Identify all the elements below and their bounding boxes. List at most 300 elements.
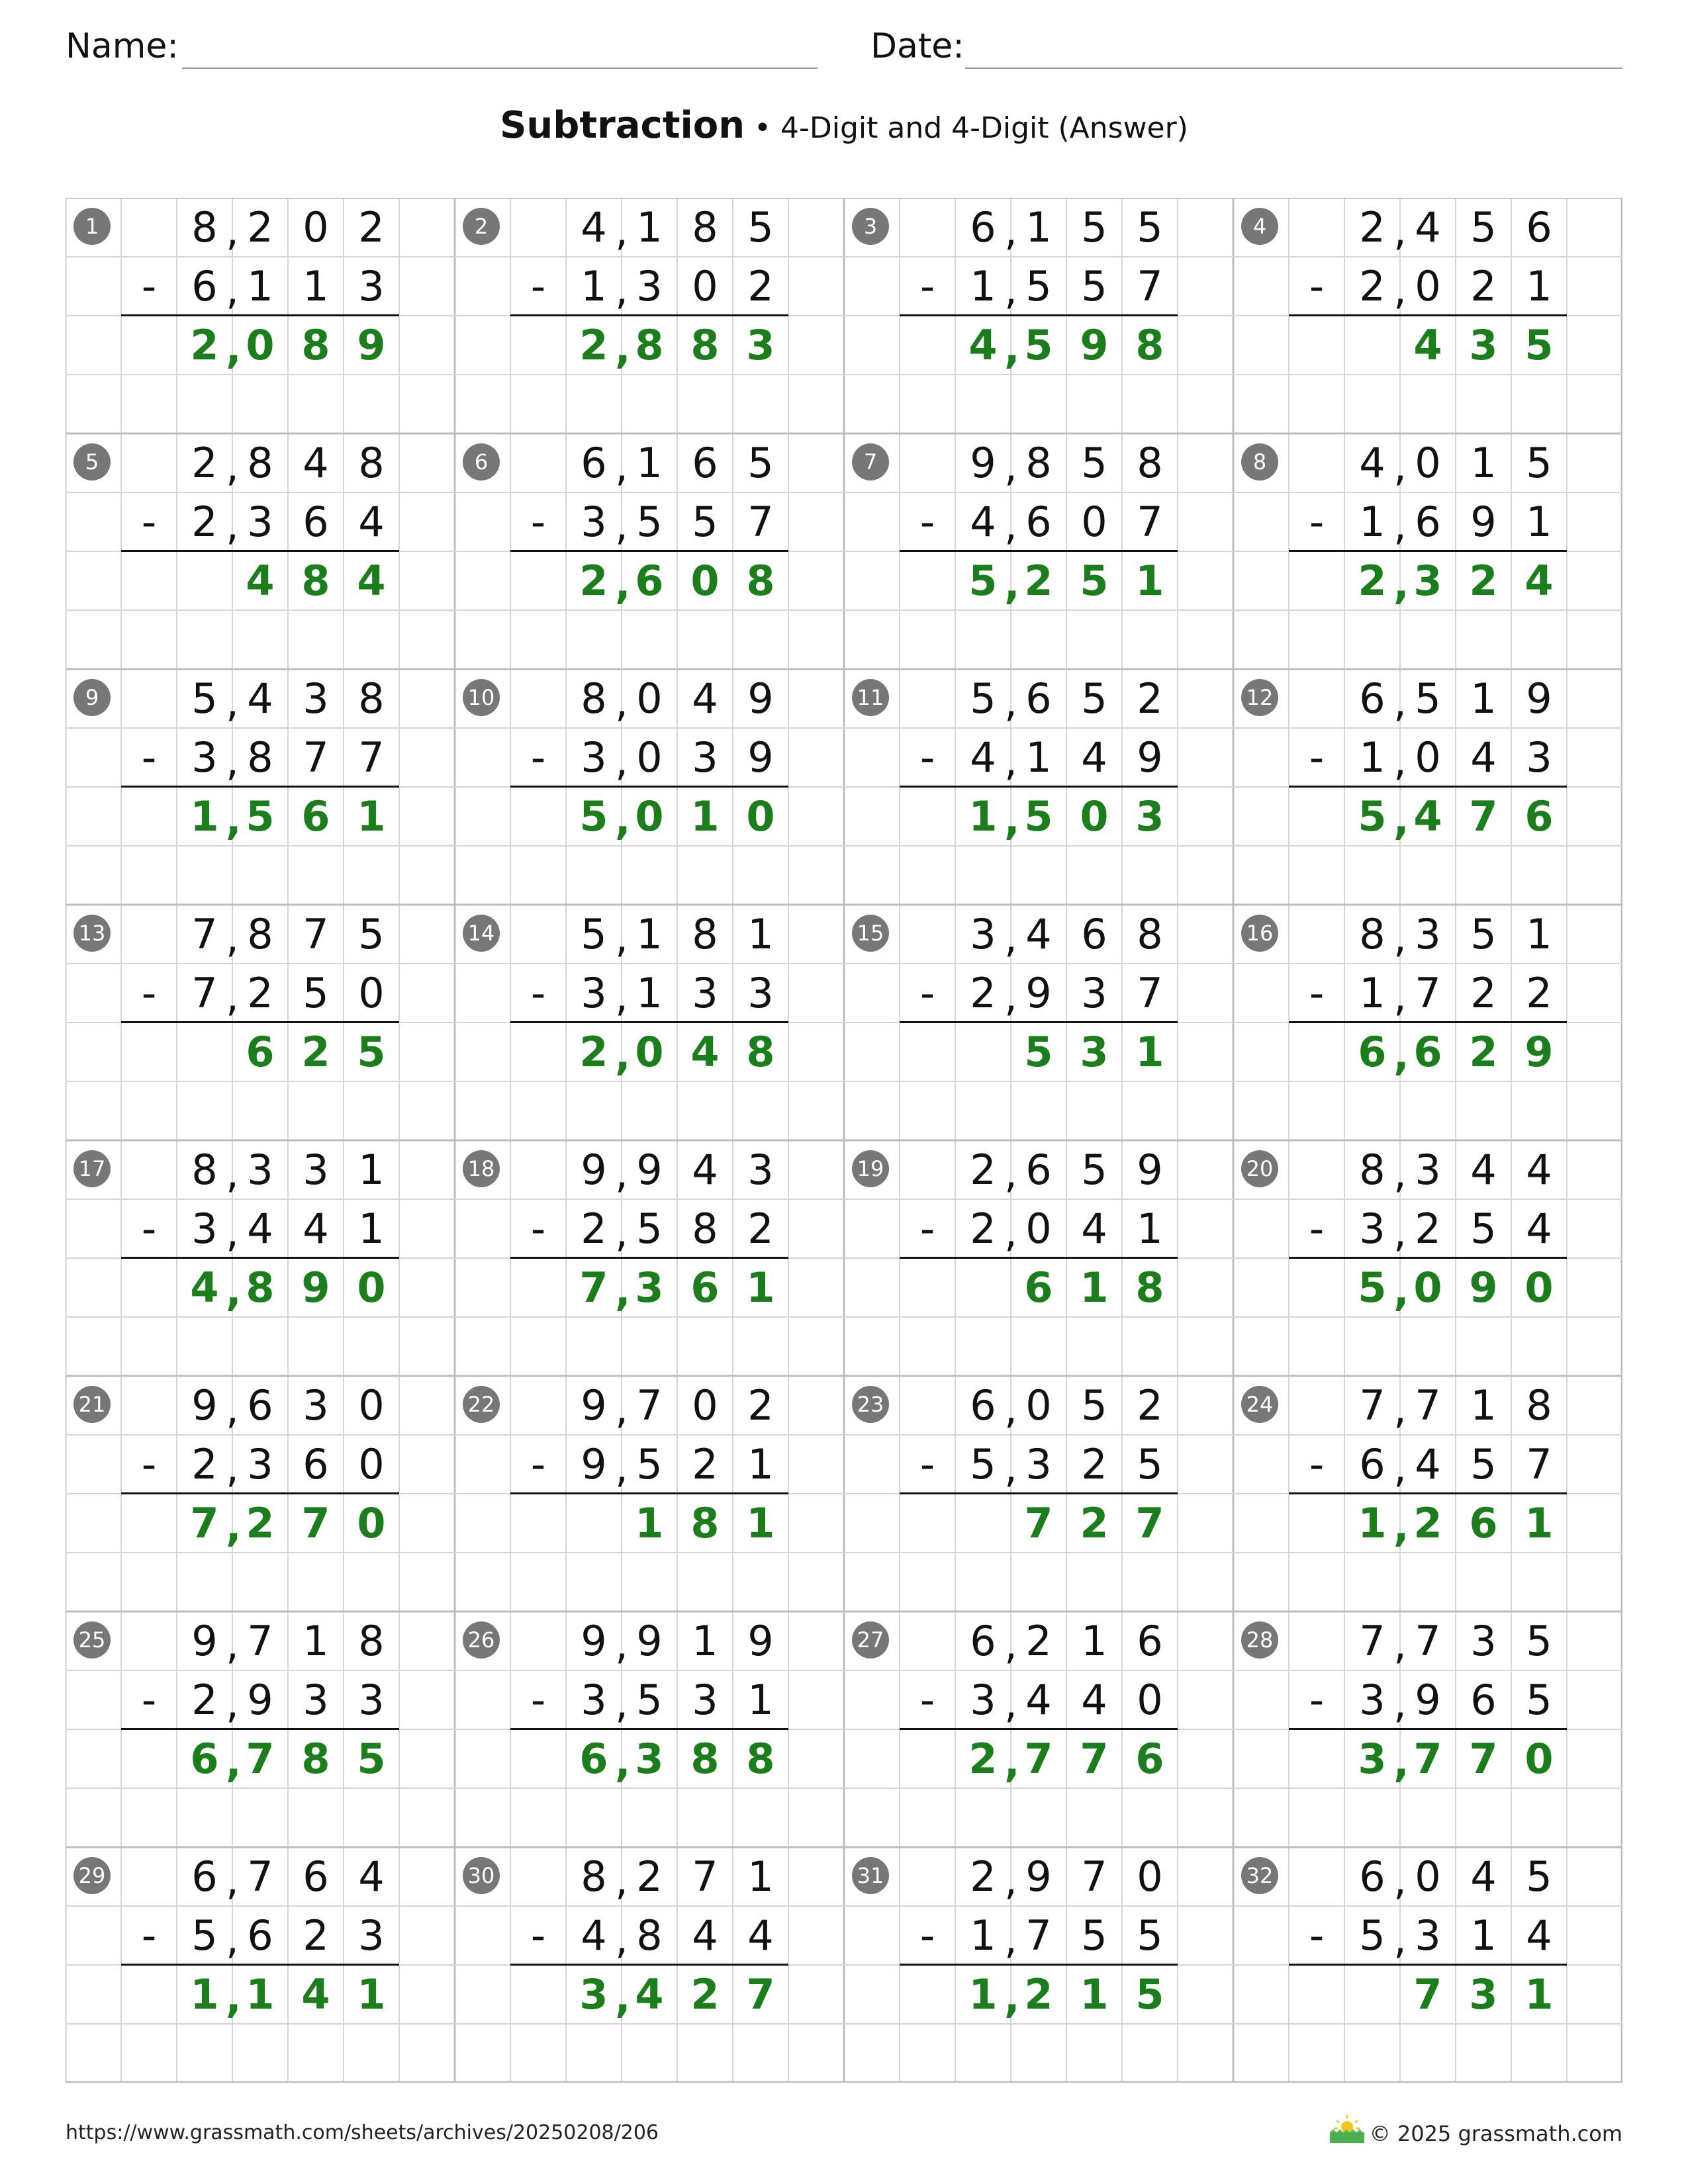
minuend-digit: 5 [1526, 1852, 1552, 1901]
answer-digit: 0 [1080, 792, 1109, 841]
minus-sign: - [919, 1911, 935, 1960]
minuend-digit: 2 [1137, 674, 1163, 723]
minuend-digit: 0 [1025, 1381, 1052, 1430]
subtrahend-digit: 6 [1359, 1440, 1385, 1488]
subtrahend-comma: , [1393, 501, 1407, 549]
subtrahend-digit: 3 [581, 1676, 607, 1724]
problem-18 [455, 1140, 844, 1376]
minuend-comma: , [226, 678, 239, 726]
answer-digit: 6 [1358, 1028, 1387, 1076]
answer-digit: 1 [357, 792, 386, 841]
minuend-digit: 6 [970, 1617, 996, 1665]
answer-digit: 6 [690, 1263, 720, 1312]
subtrahend-digit: 3 [1025, 1440, 1052, 1488]
subtrahend-digit: 5 [692, 498, 718, 546]
subtrahend-digit: 4 [1526, 1205, 1552, 1253]
problem-grid [66, 198, 1622, 2083]
answer-digit: 3 [579, 1970, 608, 2019]
minuend-comma: , [1393, 913, 1407, 962]
subtrahend-digit: 3 [692, 1676, 718, 1724]
subtrahend-digit: 3 [1359, 1205, 1385, 1253]
minuend-comma: , [1004, 442, 1017, 490]
minuend-comma: , [1393, 1856, 1407, 1904]
minuend-digit: 2 [191, 439, 218, 487]
problem-number-badge: 18 [463, 1150, 500, 1187]
minuend-digit: 5 [1081, 1381, 1107, 1430]
answer-digit: 5 [246, 792, 275, 841]
footer-url: https://www.grassmath.com/sheets/archives/20250208/206 [66, 2121, 659, 2144]
minuend-digit: 9 [1137, 1146, 1163, 1194]
answer-digit: 6 [635, 557, 664, 605]
answer-digit: 6 [301, 792, 330, 841]
answer-digit: 1 [1524, 1499, 1554, 1547]
answer-digit: 5 [357, 1735, 386, 1783]
answer-digit: 4 [1524, 557, 1554, 605]
minuend-digit: 8 [581, 674, 607, 723]
answer-comma: , [1004, 560, 1020, 608]
answer-digit: 4 [1413, 321, 1442, 369]
answer-digit: 0 [635, 1028, 664, 1076]
subtrahend-digit: 3 [247, 1440, 273, 1488]
answer-digit: 6 [579, 1735, 608, 1783]
answer-digit: 4 [635, 1970, 664, 2019]
minuend-digit: 8 [191, 203, 218, 251]
subtrahend-comma: , [1004, 1915, 1017, 1963]
subtrahend-digit: 3 [1359, 1676, 1385, 1724]
answer-digit: 7 [1469, 792, 1498, 841]
subtrahend-digit: 9 [1415, 1676, 1441, 1724]
minuend-digit: 8 [692, 203, 718, 251]
subtrahend-digit: 4 [303, 1205, 329, 1253]
answer-digit: 1 [746, 1499, 775, 1547]
minuend-digit: 4 [1359, 439, 1385, 487]
answer-digit: 0 [690, 557, 720, 605]
subtrahend-digit: 7 [191, 969, 218, 1017]
answer-digit: 2 [968, 1735, 998, 1783]
subtrahend-digit: 7 [1025, 1911, 1052, 1960]
subtrahend-digit: 7 [1415, 969, 1441, 1017]
problem-30 [455, 1847, 844, 2083]
problem-14 [455, 905, 844, 1140]
answer-digit: 2 [579, 557, 608, 605]
answer-comma: , [1393, 560, 1409, 608]
answer-digit: 1 [1135, 557, 1164, 605]
minus-sign: - [530, 1911, 546, 1960]
answer-digit: 2 [246, 1499, 275, 1547]
minuend-comma: , [1393, 206, 1407, 255]
problem-number-badge: 16 [1241, 915, 1278, 952]
minuend-digit: 9 [581, 1617, 607, 1665]
answer-digit: 0 [1413, 1263, 1442, 1312]
minuend-digit: 0 [1137, 1852, 1163, 1901]
subtrahend-digit: 1 [970, 1911, 996, 1960]
problem-6 [455, 433, 844, 669]
answer-digit: 3 [635, 1263, 664, 1312]
answer-digit: 1 [1524, 1970, 1554, 2019]
problem-9 [66, 669, 455, 905]
answer-comma: , [615, 324, 631, 373]
minus-sign: - [141, 733, 157, 782]
subtrahend-digit: 5 [1081, 1911, 1107, 1960]
subtrahend-digit: 2 [581, 1205, 607, 1253]
subtrahend-digit: 7 [303, 733, 329, 782]
subtrahend-digit: 3 [247, 498, 273, 546]
answer-digit: 2 [579, 321, 608, 369]
minuend-comma: , [1004, 1149, 1017, 1197]
answer-digit: 3 [1469, 321, 1498, 369]
problem-24 [1233, 1376, 1622, 1612]
subtrahend-comma: , [226, 1443, 239, 1492]
answer-digit: 1 [690, 792, 720, 841]
answer-digit: 0 [357, 1499, 386, 1547]
problem-number-badge: 3 [852, 208, 889, 245]
answer-digit: 8 [1135, 1263, 1164, 1312]
subtrahend-digit: 0 [1081, 498, 1107, 546]
subtrahend-digit: 2 [1415, 1205, 1441, 1253]
minuend-digit: 2 [358, 203, 385, 251]
subtrahend-digit: 5 [636, 1440, 663, 1488]
minuend-comma: , [1393, 1620, 1407, 1668]
answer-digit: 7 [1024, 1735, 1053, 1783]
subtrahend-comma: , [226, 1915, 239, 1963]
subtrahend-digit: 3 [747, 969, 774, 1017]
minuend-digit: 8 [247, 439, 273, 487]
minuend-digit: 4 [1415, 203, 1441, 251]
answer-digit: 3 [635, 1735, 664, 1783]
minuend-digit: 2 [1025, 1617, 1052, 1665]
minus-sign: - [530, 1676, 546, 1724]
answer-digit: 4 [690, 1028, 720, 1076]
minuend-digit: 6 [1359, 674, 1385, 723]
problem-number-badge: 2 [463, 208, 500, 245]
minuend-digit: 3 [303, 674, 329, 723]
minus-sign: - [1309, 1911, 1325, 1960]
minuend-comma: , [1004, 913, 1017, 962]
problem-32 [1233, 1847, 1622, 2083]
answer-digit: 4 [357, 557, 386, 605]
minus-sign: - [1309, 969, 1325, 1017]
answer-digit: 5 [1358, 1263, 1387, 1312]
minuend-digit: 9 [191, 1617, 218, 1665]
minus-sign: - [919, 733, 935, 782]
answer-digit: 9 [1080, 321, 1109, 369]
answer-digit: 8 [746, 1735, 775, 1783]
answer-digit: 8 [690, 1499, 720, 1547]
minuend-digit: 5 [191, 674, 218, 723]
minuend-digit: 9 [747, 1617, 774, 1665]
answer-digit: 0 [1524, 1735, 1554, 1783]
minuend-digit: 2 [970, 1146, 996, 1194]
minuend-digit: 1 [1081, 1617, 1107, 1665]
subtrahend-digit: 3 [636, 262, 663, 310]
answer-digit: 1 [357, 1970, 386, 2019]
minuend-digit: 7 [247, 1852, 273, 1901]
problem-number-badge: 21 [73, 1386, 111, 1423]
minuend-comma: , [226, 1620, 239, 1668]
subtrahend-digit: 2 [692, 1440, 718, 1488]
minuend-digit: 5 [1415, 674, 1441, 723]
minuend-digit: 4 [692, 674, 718, 723]
problem-number-badge: 7 [852, 443, 889, 480]
answer-digit: 8 [690, 1735, 720, 1783]
minuend-comma: , [615, 442, 628, 490]
minuend-digit: 4 [581, 203, 607, 251]
subtrahend-digit: 4 [1415, 1440, 1441, 1488]
answer-digit: 5 [1135, 1970, 1164, 2019]
problem-number-badge: 17 [73, 1150, 111, 1187]
subtrahend-digit: 9 [1025, 969, 1052, 1017]
minuend-digit: 8 [1526, 1381, 1552, 1430]
subtrahend-digit: 4 [1470, 733, 1497, 782]
minus-sign: - [530, 969, 546, 1017]
subtrahend-digit: 2 [747, 262, 774, 310]
subtrahend-digit: 6 [303, 498, 329, 546]
subtrahend-digit: 1 [1470, 1911, 1497, 1960]
minuend-comma: , [615, 1856, 628, 1904]
subtrahend-comma: , [1393, 1443, 1407, 1492]
minuend-comma: , [615, 678, 628, 726]
answer-digit: 3 [1413, 557, 1442, 605]
problem-number-badge: 26 [463, 1621, 500, 1659]
problem-20 [1233, 1140, 1622, 1376]
minuend-digit: 1 [1470, 674, 1497, 723]
subtrahend-digit: 1 [1137, 1205, 1163, 1253]
minuend-digit: 7 [191, 910, 218, 958]
minuend-digit: 0 [636, 674, 663, 723]
answer-comma: , [1393, 1502, 1409, 1551]
minuend-digit: 6 [970, 203, 996, 251]
subtrahend-digit: 7 [747, 498, 774, 546]
subtrahend-digit: 3 [358, 262, 385, 310]
subtrahend-digit: 2 [1081, 1440, 1107, 1488]
answer-digit: 5 [1358, 792, 1387, 841]
subtrahend-digit: 4 [970, 733, 996, 782]
subtrahend-comma: , [226, 501, 239, 549]
subtrahend-digit: 1 [1025, 733, 1052, 782]
subtrahend-digit: 0 [636, 733, 663, 782]
answer-digit: 2 [1358, 557, 1387, 605]
minus-sign: - [919, 498, 935, 546]
problem-21 [66, 1376, 455, 1612]
answer-comma: , [226, 1738, 242, 1786]
subtrahend-digit: 4 [247, 1205, 273, 1253]
answer-digit: 2 [690, 1970, 720, 2019]
problem-number-badge: 28 [1241, 1621, 1278, 1659]
minuend-digit: 6 [692, 439, 718, 487]
answer-digit: 1 [1080, 1970, 1109, 2019]
subtrahend-digit: 3 [1526, 733, 1552, 782]
subtrahend-digit: 1 [303, 262, 329, 310]
answer-digit: 8 [301, 321, 330, 369]
minuend-digit: 1 [358, 1146, 385, 1194]
minus-sign: - [530, 262, 546, 310]
answer-digit: 4 [246, 557, 275, 605]
subtrahend-digit: 2 [191, 1676, 218, 1724]
answer-digit: 3 [1080, 1028, 1109, 1076]
answer-digit: 4 [1413, 792, 1442, 841]
minuend-digit: 1 [692, 1617, 718, 1665]
subtrahend-digit: 0 [1415, 733, 1441, 782]
answer-digit: 0 [746, 792, 775, 841]
subtrahend-digit: 4 [1526, 1911, 1552, 1960]
answer-digit: 2 [190, 321, 219, 369]
subtrahend-comma: , [1004, 972, 1017, 1021]
answer-digit: 2 [1024, 1970, 1053, 2019]
answer-digit: 3 [1469, 1970, 1498, 2019]
answer-digit: 5 [1524, 321, 1554, 369]
minuend-digit: 2 [747, 1381, 774, 1430]
problem-number-badge: 19 [852, 1150, 889, 1187]
minuend-digit: 5 [358, 910, 385, 958]
answer-comma: , [615, 1031, 631, 1079]
answer-digit: 9 [357, 321, 386, 369]
subtrahend-digit: 5 [970, 1440, 996, 1488]
subtrahend-comma: , [226, 737, 239, 785]
subtrahend-digit: 7 [358, 733, 385, 782]
minuend-digit: 1 [303, 1617, 329, 1665]
minuend-digit: 1 [1025, 203, 1052, 251]
problem-number-badge: 27 [852, 1621, 889, 1659]
subtrahend-digit: 7 [1526, 1440, 1552, 1488]
problem-number-badge: 32 [1241, 1857, 1278, 1894]
problem-1 [66, 198, 455, 433]
subtrahend-digit: 3 [191, 1205, 218, 1253]
answer-digit: 4 [968, 321, 998, 369]
subtrahend-digit: 1 [358, 1205, 385, 1253]
answer-digit: 2 [301, 1028, 330, 1076]
subtrahend-digit: 9 [1470, 498, 1497, 546]
minus-sign: - [141, 969, 157, 1017]
answer-comma: , [1004, 1974, 1020, 2022]
minuend-digit: 7 [1359, 1381, 1385, 1430]
subtrahend-digit: 4 [581, 1911, 607, 1960]
problem-number-badge: 22 [463, 1386, 500, 1423]
subtrahend-comma: , [1004, 1443, 1017, 1492]
subtrahend-comma: , [615, 1443, 628, 1492]
minuend-comma: , [1004, 1620, 1017, 1668]
subtrahend-comma: , [615, 737, 628, 785]
problem-number-badge: 6 [463, 443, 500, 480]
subtrahend-digit: 5 [1025, 262, 1052, 310]
minus-sign: - [1309, 1205, 1325, 1253]
answer-digit: 6 [190, 1735, 219, 1783]
subtrahend-digit: 4 [1081, 1676, 1107, 1724]
subtrahend-digit: 1 [1359, 498, 1385, 546]
minuend-digit: 5 [1526, 1617, 1552, 1665]
minuend-digit: 5 [1526, 439, 1552, 487]
minuend-digit: 4 [358, 1852, 385, 1901]
answer-digit: 7 [246, 1735, 275, 1783]
subtrahend-digit: 5 [1470, 1205, 1497, 1253]
answer-comma: , [1004, 796, 1020, 844]
minuend-comma: , [226, 1385, 239, 1433]
problem-13 [66, 905, 455, 1140]
subtrahend-comma: , [226, 1208, 239, 1256]
subtrahend-digit: 5 [636, 1205, 663, 1253]
answer-digit: 6 [1469, 1499, 1498, 1547]
subtrahend-digit: 6 [303, 1440, 329, 1488]
minuend-digit: 5 [1081, 203, 1107, 251]
answer-comma: , [615, 560, 631, 608]
answer-digit: 5 [1024, 321, 1053, 369]
minuend-digit: 7 [1081, 1852, 1107, 1901]
problem-number-badge: 25 [73, 1621, 111, 1659]
minuend-digit: 9 [636, 1146, 663, 1194]
subtrahend-comma: , [615, 265, 628, 314]
subtrahend-digit: 2 [1359, 262, 1385, 310]
minuend-digit: 5 [1470, 203, 1497, 251]
answer-comma: , [615, 796, 631, 844]
subtrahend-digit: 2 [303, 1911, 329, 1960]
subtrahend-digit: 0 [1137, 1676, 1163, 1724]
minuend-digit: 5 [1081, 674, 1107, 723]
answer-digit: 8 [301, 557, 330, 605]
answer-digit: 0 [1524, 1263, 1554, 1312]
subtrahend-digit: 2 [1470, 969, 1497, 1017]
answer-digit: 7 [1024, 1499, 1053, 1547]
answer-digit: 3 [1358, 1735, 1387, 1783]
problem-12 [1233, 669, 1622, 905]
answer-digit: 2 [579, 1028, 608, 1076]
subtrahend-comma: , [226, 972, 239, 1021]
minus-sign: - [1309, 262, 1325, 310]
subtrahend-digit: 2 [970, 1205, 996, 1253]
problem-number-badge: 14 [463, 915, 500, 952]
subtrahend-digit: 1 [747, 1440, 774, 1488]
answer-digit: 1 [1135, 1028, 1164, 1076]
subtrahend-comma: , [226, 1679, 239, 1727]
minuend-digit: 2 [1137, 1381, 1163, 1430]
minuend-digit: 5 [1081, 1146, 1107, 1194]
minuend-digit: 8 [1359, 1146, 1385, 1194]
problem-28 [1233, 1612, 1622, 1847]
subtrahend-digit: 4 [1081, 733, 1107, 782]
subtrahend-digit: 3 [358, 1911, 385, 1960]
subtrahend-comma: , [226, 265, 239, 314]
subtrahend-digit: 1 [1526, 498, 1552, 546]
problem-27 [844, 1612, 1233, 1847]
problem-number-badge: 4 [1241, 208, 1278, 245]
minuend-digit: 0 [358, 1381, 385, 1430]
subtrahend-digit: 8 [692, 1205, 718, 1253]
answer-digit: 6 [1413, 1028, 1442, 1076]
answer-digit: 8 [1135, 321, 1164, 369]
minuend-digit: 3 [970, 910, 996, 958]
subtrahend-digit: 3 [1415, 1911, 1441, 1960]
minuend-digit: 6 [1137, 1617, 1163, 1665]
answer-digit: 1 [246, 1970, 275, 2019]
answer-digit: 6 [246, 1028, 275, 1076]
subtrahend-digit: 5 [1081, 262, 1107, 310]
minuend-digit: 9 [1526, 674, 1552, 723]
subtrahend-digit: 4 [358, 498, 385, 546]
minuend-comma: , [615, 1385, 628, 1433]
answer-comma: , [226, 324, 242, 373]
answer-comma: , [615, 1738, 631, 1786]
subtrahend-digit: 5 [1359, 1911, 1385, 1960]
subtrahend-digit: 5 [303, 969, 329, 1017]
subtrahend-digit: 6 [1025, 498, 1052, 546]
problem-number-badge: 30 [463, 1857, 500, 1894]
problem-number-badge: 20 [1241, 1150, 1278, 1187]
answer-digit: 3 [1135, 792, 1164, 841]
minuend-comma: , [1004, 1856, 1017, 1904]
minuend-digit: 3 [303, 1146, 329, 1194]
answer-digit: 8 [746, 1028, 775, 1076]
problem-15 [844, 905, 1233, 1140]
subtrahend-digit: 1 [581, 262, 607, 310]
answer-digit: 5 [1080, 557, 1109, 605]
